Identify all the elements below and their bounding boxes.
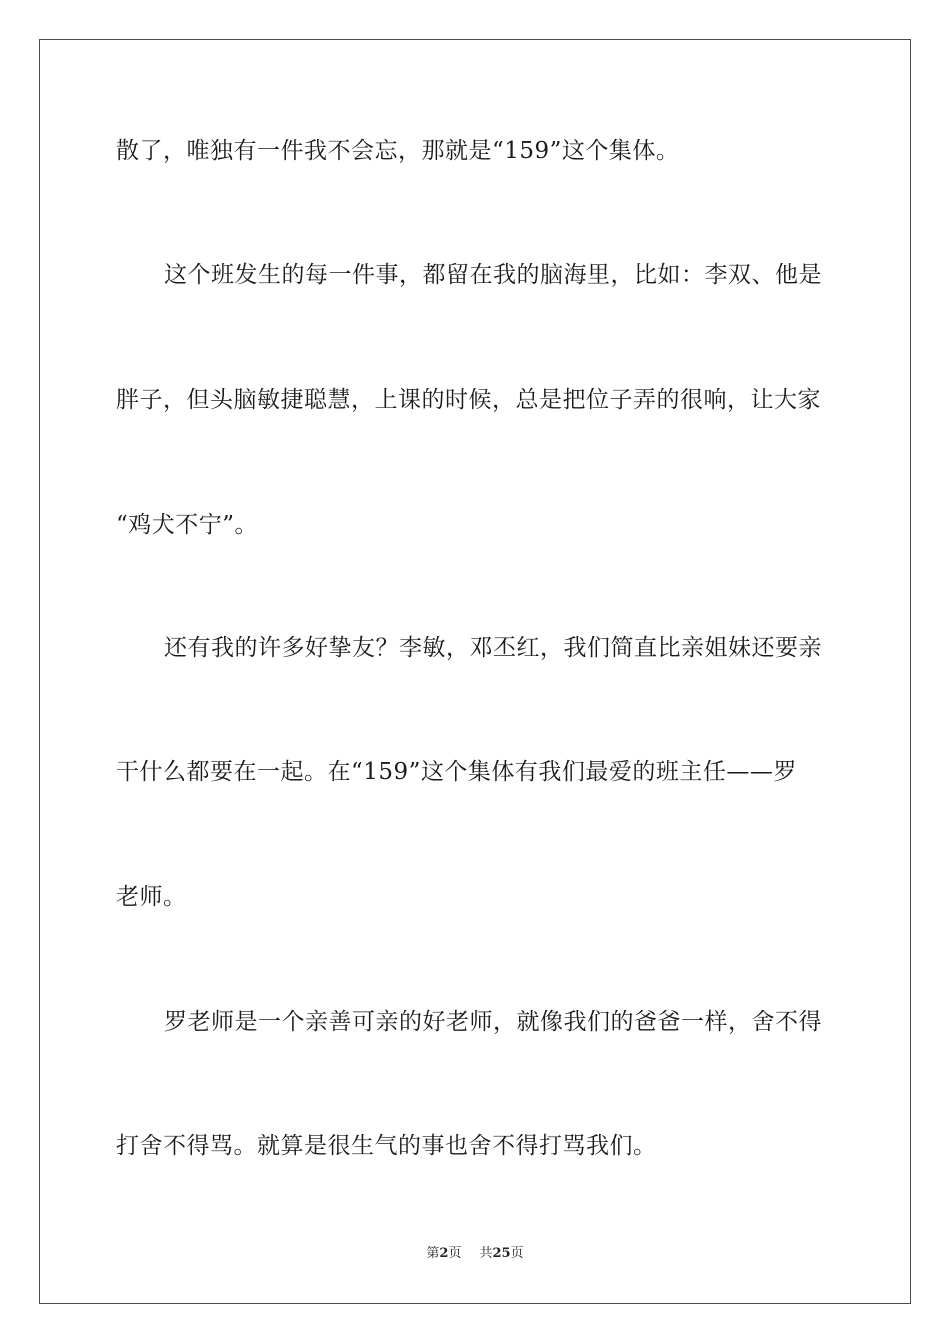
page-number: 2 bbox=[439, 1246, 449, 1261]
text-line-5: 还有我的许多好挚友？李敏，邓丕红，我们简直比亲姐妹还要亲 bbox=[164, 635, 822, 661]
total-pages: 25 bbox=[492, 1246, 511, 1261]
total-pages-indicator: 共25页 bbox=[479, 1246, 524, 1261]
text-line-1: 散了，唯独有一件我不会忘，那就是“159”这个集体。 bbox=[116, 138, 680, 164]
text-line-6: 干什么都要在一起。在“159”这个集体有我们最爱的班主任——罗 bbox=[116, 759, 797, 785]
page-border bbox=[39, 39, 911, 1304]
text-line-8: 罗老师是一个亲善可亲的好老师，就像我们的爸爸一样，舍不得 bbox=[164, 1009, 822, 1035]
text-line-3: 胖子，但头脑敏捷聪慧，上课的时候，总是把位子弄的很响，让大家 bbox=[116, 387, 821, 413]
page-indicator: 第2页 bbox=[426, 1246, 462, 1261]
text-line-9: 打舍不得骂。就算是很生气的事也舍不得打骂我们。 bbox=[116, 1133, 657, 1159]
text-line-4: “鸡犬不宁”。 bbox=[116, 512, 259, 538]
page-footer bbox=[0, 1245, 950, 1263]
text-line-7: 老师。 bbox=[116, 884, 187, 910]
text-line-2: 这个班发生的每一件事，都留在我的脑海里，比如：李双、他是 bbox=[164, 262, 822, 288]
